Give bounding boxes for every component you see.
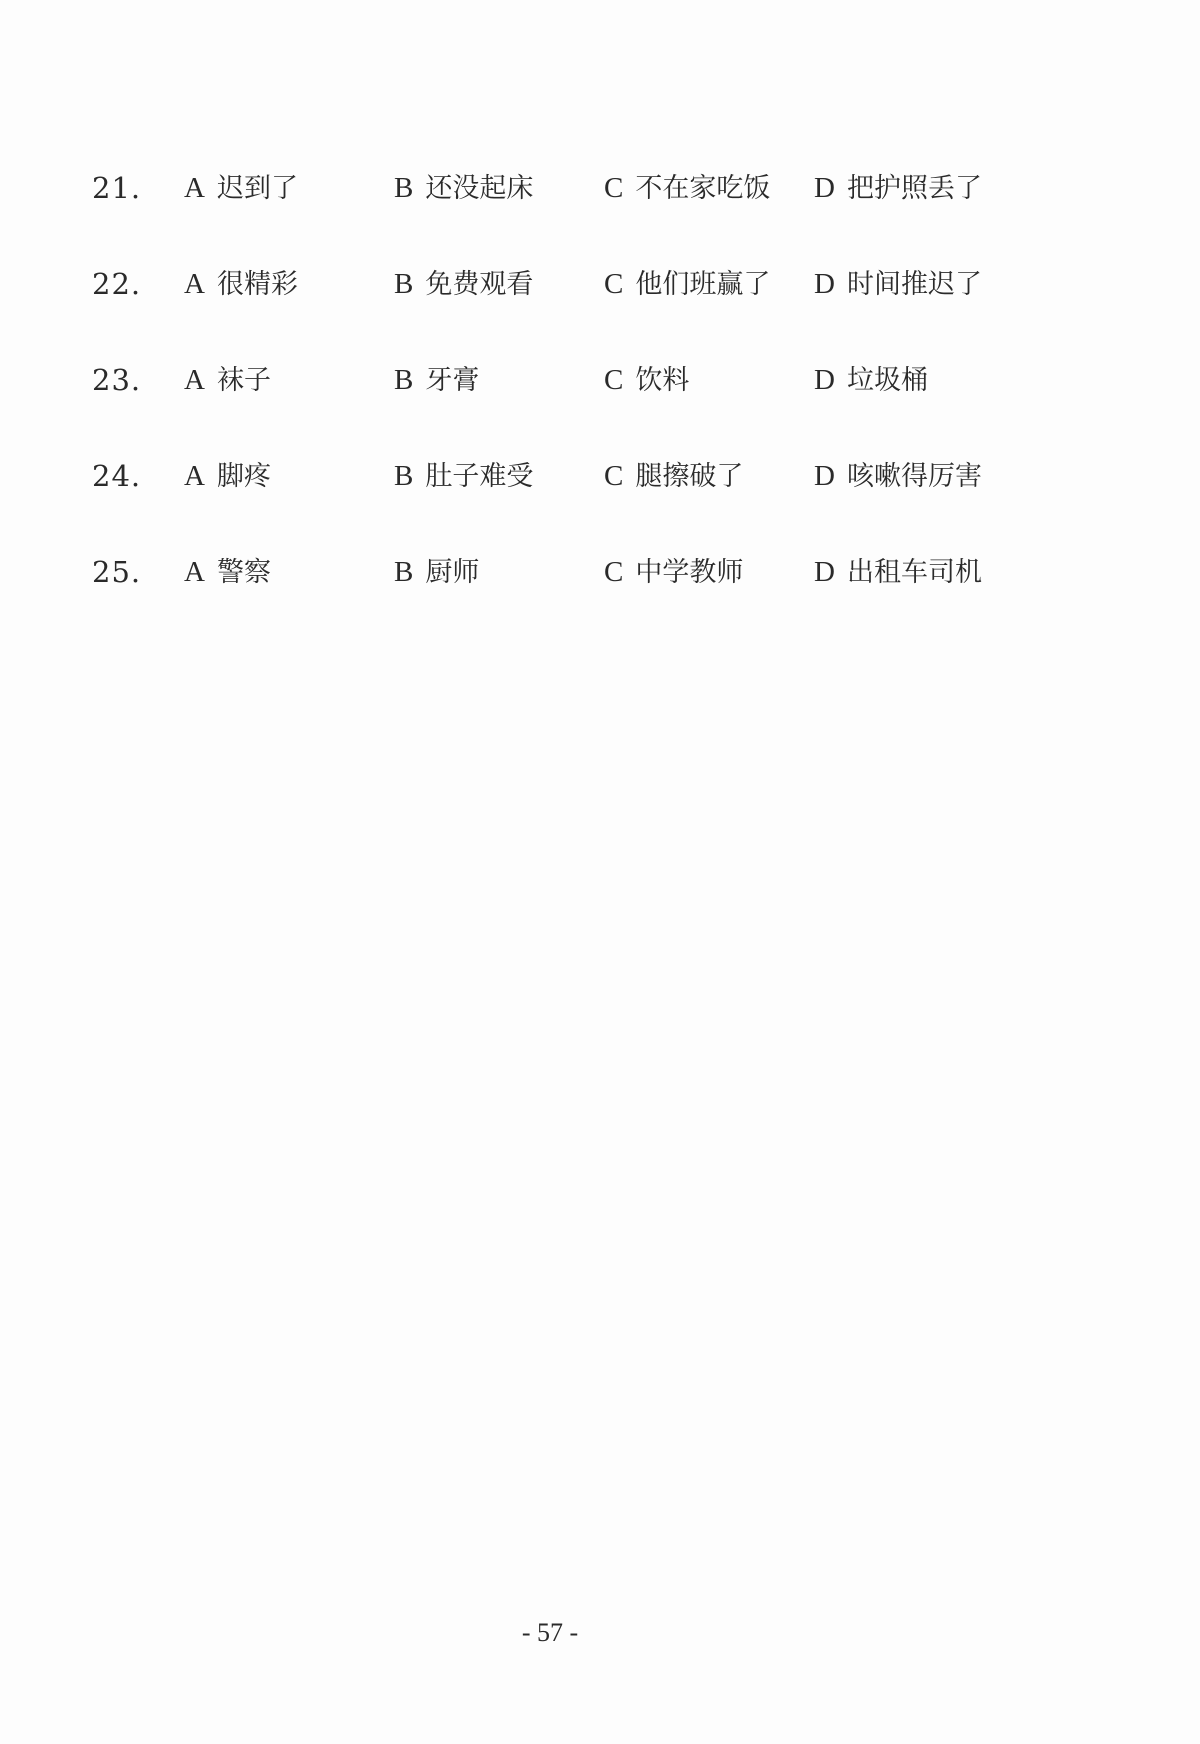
option-letter: A: [184, 460, 205, 492]
option-a: [184, 552, 271, 593]
option-c: [604, 168, 770, 209]
option-letter: B: [394, 268, 414, 300]
question-25: [92, 552, 1112, 648]
question-number: 22.: [92, 267, 142, 301]
option-b: [394, 168, 533, 209]
option-a: [184, 456, 271, 497]
question-number: 24.: [92, 459, 142, 493]
question-21: [92, 168, 1112, 264]
option-d: [814, 168, 982, 209]
option-text: 不在家吃饭: [635, 173, 771, 204]
option-text: 咳嗽得厉害: [846, 461, 982, 492]
option-letter: C: [604, 460, 624, 492]
page-number: - 57 -: [521, 1618, 579, 1647]
option-c: [604, 360, 689, 401]
question-number: 21.: [92, 171, 142, 205]
option-d: [814, 360, 928, 401]
option-letter: C: [604, 172, 624, 204]
option-letter: B: [394, 556, 414, 588]
option-letter: B: [394, 460, 414, 492]
option-letter: A: [184, 172, 205, 204]
option-text: 迟到了: [216, 173, 298, 204]
option-a: [184, 168, 298, 209]
option-text: 免费观看: [425, 269, 534, 300]
option-letter: D: [814, 172, 835, 204]
option-letter: B: [394, 172, 414, 204]
question-list: [92, 168, 1112, 648]
option-letter: D: [814, 460, 835, 492]
option-b: [394, 552, 479, 593]
option-d: [814, 456, 982, 497]
option-text: 脚疼: [216, 461, 271, 492]
option-text: 厨师: [425, 557, 480, 588]
option-a: [184, 264, 298, 305]
option-letter: D: [814, 364, 835, 396]
question-24: [92, 456, 1112, 552]
option-b: [394, 360, 479, 401]
option-text: 垃圾桶: [846, 365, 928, 396]
option-text: 他们班赢了: [635, 269, 771, 300]
option-letter: A: [184, 556, 205, 588]
option-letter: C: [604, 268, 624, 300]
option-c: [604, 264, 770, 305]
option-text: 肚子难受: [425, 461, 534, 492]
option-letter: B: [394, 364, 414, 396]
option-text: 很精彩: [216, 269, 298, 300]
option-text: 腿擦破了: [635, 461, 744, 492]
option-letter: D: [814, 268, 835, 300]
question-number: 23.: [92, 363, 142, 397]
option-letter: A: [184, 364, 205, 396]
option-letter: C: [604, 364, 624, 396]
option-b: [394, 456, 533, 497]
question-number: 25.: [92, 555, 142, 589]
option-text: 还没起床: [425, 173, 534, 204]
option-letter: D: [814, 556, 835, 588]
option-text: 饮料: [635, 365, 690, 396]
option-text: 警察: [216, 557, 271, 588]
option-letter: C: [604, 556, 624, 588]
option-d: [814, 264, 982, 305]
question-22: [92, 264, 1112, 360]
option-text: 出租车司机: [846, 557, 982, 588]
option-text: 中学教师: [635, 557, 744, 588]
option-b: [394, 264, 533, 305]
option-text: 把护照丢了: [846, 173, 982, 204]
option-text: 牙膏: [425, 365, 480, 396]
option-c: [604, 552, 743, 593]
option-text: 袜子: [216, 365, 271, 396]
option-text: 时间推迟了: [846, 269, 982, 300]
option-c: [604, 456, 743, 497]
option-letter: A: [184, 268, 205, 300]
question-23: [92, 360, 1112, 456]
option-a: [184, 360, 271, 401]
option-d: [814, 552, 982, 593]
